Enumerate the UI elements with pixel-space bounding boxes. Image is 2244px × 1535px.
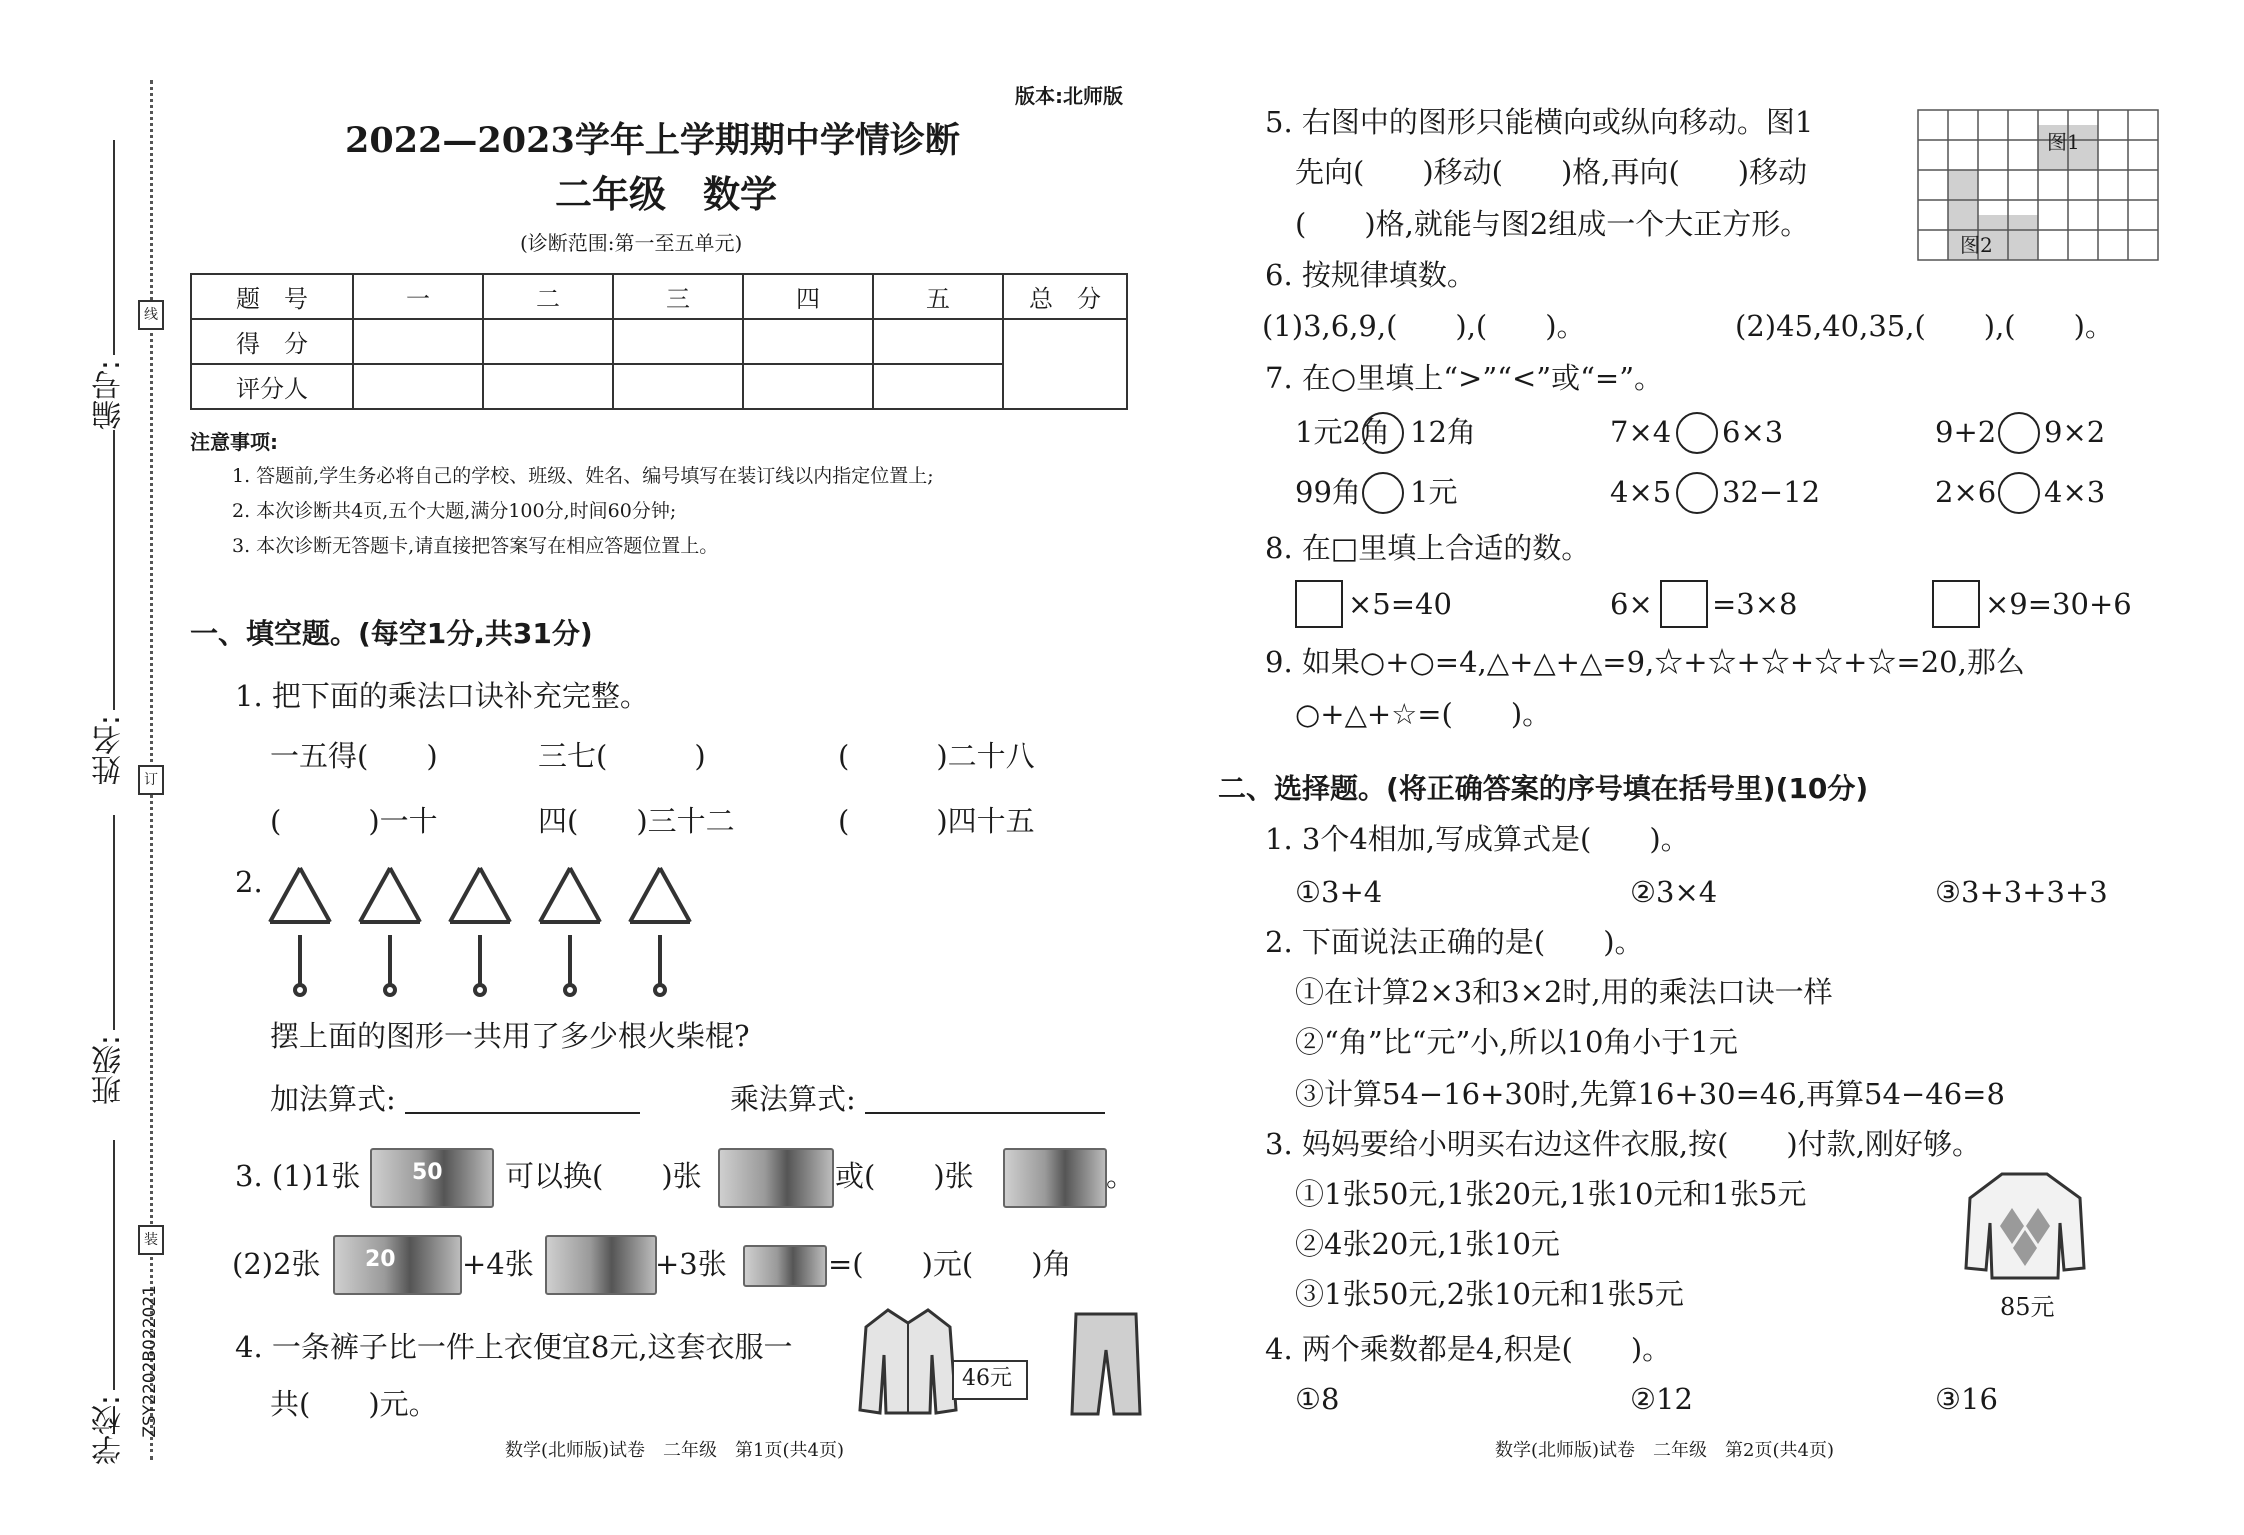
grader-cell[interactable] (483, 364, 613, 409)
c2-option[interactable]: ②“角”比“元”小,所以10角小于1元 (1295, 1025, 1738, 1059)
q1-item: ( )一十 (270, 804, 438, 838)
sweater-icon (1962, 1168, 2087, 1283)
q8-part-b1: 6× (1610, 587, 1653, 621)
notes-heading: 注意事项: (190, 430, 278, 454)
total-score-cell[interactable] (1003, 319, 1127, 409)
score-header-cell: 三 (613, 274, 743, 319)
c2-option[interactable]: ③计算54−16+30时,先算16+30=46,再算54−46=8 (1295, 1077, 2005, 1111)
q1-item: 四( )三十二 (538, 804, 735, 838)
banknote-20-image (333, 1235, 462, 1295)
footer-right: 数学(北师版)试卷 二年级 第2页(共4页) (1495, 1440, 1834, 1461)
c1-option[interactable]: ③3+3+3+3 (1935, 875, 2108, 909)
price-tag (952, 1360, 1028, 1400)
q8-part-c: ×9=30+6 (1985, 587, 2132, 621)
q7-left: 99角 (1295, 475, 1361, 509)
footer-left: 数学(北师版)试卷 二年级 第1页(共4页) (505, 1440, 844, 1461)
q9-line2: ○+△+☆=( )。 (1295, 697, 1552, 731)
matchstick-figure (270, 868, 330, 995)
grader-cell[interactable] (873, 364, 1003, 409)
q8-part-a: ×5=40 (1348, 587, 1452, 621)
q7-compare-circle[interactable] (1362, 472, 1404, 514)
score-header-cell: 五 (873, 274, 1003, 319)
q5-line1: 5. 右图中的图形只能横向或纵向移动。图1 (1265, 105, 1814, 139)
q8-answer-box[interactable] (1295, 580, 1343, 628)
c1-option[interactable]: ①3+4 (1295, 875, 1383, 909)
banknote-image (718, 1148, 834, 1208)
label-school: 学校: (92, 1395, 127, 1466)
q1-item: 三七( ) (538, 739, 706, 773)
q5-line2: 先向( )移动( )格,再向( )移动 (1295, 155, 1808, 189)
c2-option[interactable]: ①在计算2×3和3×2时,用的乘法口诀一样 (1295, 975, 1833, 1009)
q7-left: 7×4 (1610, 415, 1672, 449)
q7-text: 7. 在○里填上“>”“<”或“=”。 (1265, 361, 1664, 395)
matchstick-figure (540, 868, 600, 995)
edition-label: 版本:北师版 (1015, 84, 1123, 108)
c4-option[interactable]: ②12 (1630, 1382, 1693, 1416)
banknote-image (1003, 1148, 1107, 1208)
score-header-cell: 题 号 (191, 274, 353, 319)
q5-line3: ( )格,就能与图2组成一个大正方形。 (1295, 207, 1810, 241)
score-header-cell: 一 (353, 274, 483, 319)
c1-question: 1. 3个4相加,写成算式是( )。 (1265, 822, 1690, 856)
banknote-denomination: 50 (412, 1160, 443, 1185)
blank-name[interactable] (113, 430, 115, 710)
q1-item: ( )二十八 (838, 739, 1035, 773)
q2-number: 2. (235, 865, 263, 899)
banknote-denomination: 20 (365, 1247, 396, 1272)
note-item: 3. 本次诊断无答题卡,请直接把答案写在相应答题位置上。 (232, 535, 719, 557)
q8-answer-box[interactable] (1660, 580, 1708, 628)
section2-heading: 二、选择题。(将正确答案的序号填在括号里)(10分) (1218, 772, 1869, 805)
q7-left: 2×6 (1935, 475, 1997, 509)
q7-compare-circle[interactable] (1676, 412, 1718, 454)
matchstick-figure (450, 868, 510, 995)
q2-mul-answer-line[interactable] (865, 1112, 1105, 1114)
label-class: 班级: (92, 1035, 127, 1106)
q8-part-b2: =3×8 (1712, 587, 1798, 621)
q8-answer-box[interactable] (1932, 580, 1980, 628)
q3-line2-a: (2)2张 (232, 1247, 321, 1281)
q7-left: 1元2角 (1295, 415, 1390, 449)
q7-right: 12角 (1410, 415, 1476, 449)
score-row-label: 评分人 (191, 364, 353, 409)
c4-option[interactable]: ①8 (1295, 1382, 1340, 1416)
figure-2-label: 图2 (1960, 233, 1993, 257)
q7-compare-circle[interactable] (1998, 472, 2040, 514)
exam-scope: (诊断范围:第一至五单元) (520, 231, 743, 255)
score-cell[interactable] (613, 319, 743, 364)
score-header-cell: 二 (483, 274, 613, 319)
exam-title: 2022—2023学年上学期期中学情诊断 (345, 120, 960, 161)
q6-part-b: (2)45,40,35,( ),( )。 (1735, 309, 2114, 343)
q2-question: 摆上面的图形一共用了多少根火柴棍? (270, 1019, 750, 1053)
q7-compare-circle[interactable] (1362, 412, 1404, 454)
exam-subtitle: 二年级 数学 (555, 172, 777, 216)
q3-line1-c: 或( )张 (835, 1159, 974, 1193)
q7-compare-circle[interactable] (1998, 412, 2040, 454)
grader-cell[interactable] (743, 364, 873, 409)
q1-item: ( )四十五 (838, 804, 1035, 838)
blank-number[interactable] (113, 140, 115, 355)
score-cell[interactable] (873, 319, 1003, 364)
blank-class[interactable] (113, 815, 115, 1030)
q4-price: 46元 (962, 1366, 1012, 1391)
c4-option[interactable]: ③16 (1935, 1382, 1998, 1416)
q3-line2-d: =( )元( )角 (828, 1247, 1072, 1281)
label-number: 编号: (92, 360, 127, 431)
q8-text: 8. 在□里填上合适的数。 (1265, 531, 1591, 565)
c3-option[interactable]: ②4张20元,1张10元 (1295, 1227, 1560, 1261)
q7-right: 1元 (1410, 475, 1458, 509)
q3-line1-b: 可以换( )张 (505, 1159, 702, 1193)
q2-add-answer-line[interactable] (405, 1112, 640, 1114)
q7-right: 9×2 (2044, 415, 2106, 449)
c1-option[interactable]: ②3×4 (1630, 875, 1718, 909)
c3-option[interactable]: ③1张50元,2张10元和1张5元 (1295, 1277, 1684, 1311)
blank-school[interactable] (113, 1140, 115, 1390)
q9-line1: 9. 如果○+○=4,△+△+△=9,☆+☆+☆+☆+☆=20,那么 (1265, 645, 2025, 679)
matchstick-figure (360, 868, 420, 995)
c3-option[interactable]: ①1张50元,1张20元,1张10元和1张5元 (1295, 1177, 1807, 1211)
q3-line2-b: +4张 (462, 1247, 534, 1281)
c3-price: 85元 (2000, 1293, 2055, 1321)
score-table (190, 273, 1128, 410)
figure-1-label: 图1 (2047, 130, 2080, 154)
figure-2-shape (1948, 170, 1978, 215)
q7-left: 9+2 (1935, 415, 1997, 449)
q7-right: 32−12 (1722, 475, 1821, 509)
c4-question: 4. 两个乘数都是4,积是( )。 (1265, 1332, 1672, 1366)
q3-line1-a: 3. (1)1张 (235, 1159, 361, 1193)
score-cell[interactable] (743, 319, 873, 364)
jacket-icon (858, 1305, 958, 1420)
paper-code: ZSY2202B022021 (140, 1285, 160, 1438)
grader-cell[interactable] (613, 364, 743, 409)
c3-question: 3. 妈妈要给小明买右边这件衣服,按( )付款,刚好够。 (1265, 1127, 1981, 1161)
q4-line2: 共( )元。 (270, 1387, 438, 1421)
score-header-cell: 四 (743, 274, 873, 319)
q3-line1-d: 。 (1106, 1159, 1136, 1193)
q6-part-a: (1)3,6,9,( ),( )。 (1262, 309, 1586, 343)
q7-left: 4×5 (1610, 475, 1672, 509)
c2-question: 2. 下面说法正确的是( )。 (1265, 925, 1644, 959)
coin-note-image (743, 1245, 827, 1287)
matchstick-figures (265, 860, 715, 1000)
score-header-cell: 总 分 (1003, 274, 1127, 319)
banknote-image (545, 1235, 657, 1295)
q4-line1: 4. 一条裤子比一件上衣便宜8元,这套衣服一 (235, 1330, 793, 1364)
matchstick-figure (630, 868, 690, 995)
q6-text: 6. 按规律填数。 (1265, 258, 1476, 292)
note-item: 2. 本次诊断共4页,五个大题,满分100分,时间60分钟; (232, 500, 677, 522)
cut-mark-bind: 装 (138, 1225, 164, 1255)
score-row-label: 得 分 (191, 319, 353, 364)
q2-add-label: 加法算式: (270, 1082, 396, 1116)
score-cell[interactable] (353, 319, 483, 364)
note-item: 1. 答题前,学生务必将自己的学校、班级、姓名、编号填写在装订线以内指定位置上; (232, 465, 934, 487)
q7-compare-circle[interactable] (1676, 472, 1718, 514)
grader-cell[interactable] (353, 364, 483, 409)
q2-mul-label: 乘法算式: (730, 1082, 856, 1116)
label-name: 姓名: (92, 715, 127, 786)
q7-right: 6×3 (1722, 415, 1784, 449)
q3-line2-c: +3张 (655, 1247, 727, 1281)
section1-heading: 一、填空题。(每空1分,共31分) (190, 617, 593, 650)
banknote-50-image (370, 1148, 494, 1208)
grid-figure (1918, 110, 2158, 262)
q1-text: 1. 把下面的乘法口诀补充完整。 (235, 679, 649, 713)
score-cell[interactable] (483, 319, 613, 364)
trousers-icon (1068, 1310, 1143, 1420)
q7-right: 4×3 (2044, 475, 2106, 509)
q1-item: 一五得( ) (270, 739, 438, 773)
cut-mark-line: 线 (138, 300, 164, 330)
cut-mark-staple: 订 (138, 765, 164, 795)
